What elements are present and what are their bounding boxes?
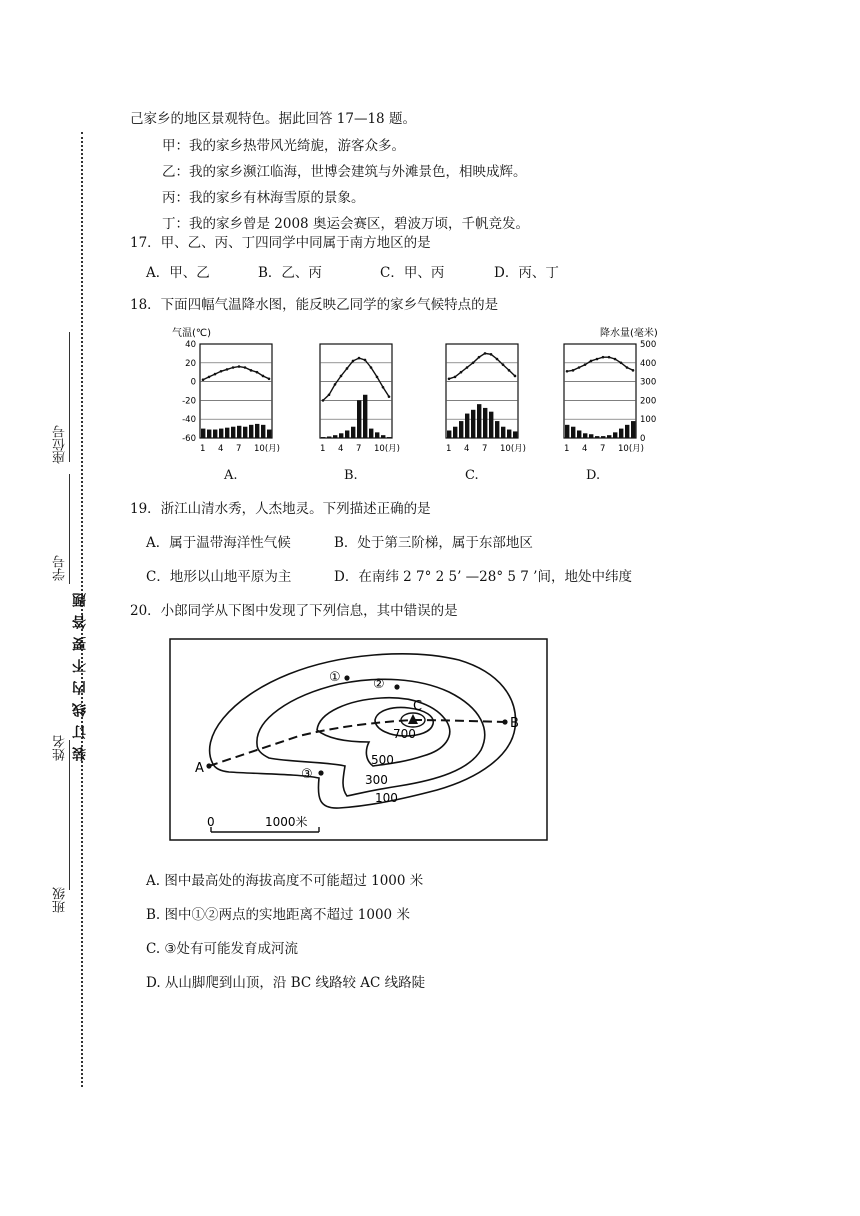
temperature-point <box>454 376 457 379</box>
precip-bar <box>339 433 343 438</box>
precip-bar <box>589 434 593 438</box>
temperature-point <box>214 373 217 376</box>
precip-bar <box>387 437 391 438</box>
student-no-underline <box>69 474 70 584</box>
precip-tick-label: 0 <box>640 434 646 444</box>
temperature-point <box>208 376 211 379</box>
label-3: ③ <box>301 767 313 782</box>
label-1: ① <box>329 670 341 685</box>
temperature-point <box>202 378 205 381</box>
precip-bar <box>333 435 337 438</box>
speaker-bing: 丙：我的家乡有林海雪原的景象。 <box>162 190 365 206</box>
precip-bar <box>625 425 629 438</box>
month-tick-label: 4 <box>218 444 224 454</box>
temperature-point <box>328 393 331 396</box>
point-3 <box>318 770 323 775</box>
temp-tick-label: -40 <box>182 415 196 426</box>
q19-option-a: A．属于温带海洋性气候 <box>146 535 291 551</box>
temperature-point <box>596 358 599 361</box>
precip-tick-label: 200 <box>640 396 657 407</box>
label-a: A <box>195 761 204 776</box>
speaker-yi: 乙：我的家乡濒江临海，世博会建筑与外滩景色，相映成辉。 <box>162 164 527 180</box>
temperature-point <box>376 376 379 379</box>
temperature-point <box>632 369 635 372</box>
point-b <box>502 719 507 724</box>
temp-tick-label: 40 <box>185 340 196 350</box>
temperature-point <box>590 360 593 363</box>
month-tick-label: 7 <box>600 444 606 454</box>
precip-tick-label: 300 <box>640 377 657 388</box>
class-label: 班级 <box>53 887 68 913</box>
temperature-point <box>370 366 373 369</box>
precip-bar <box>267 430 271 438</box>
precip-bar <box>243 427 247 438</box>
month-tick-label: 1 <box>200 444 206 454</box>
temperature-point <box>238 365 241 368</box>
precip-bar <box>261 425 265 438</box>
q19-option-b: B．处于第三阶梯，属于东部地区 <box>334 535 533 551</box>
temperature-point <box>334 383 337 386</box>
precip-bar <box>601 436 605 438</box>
temperature-point <box>514 375 517 378</box>
q18-stem: 18．下面四幅气温降水图，能反映乙同学的家乡气候特点的是 <box>130 297 499 313</box>
precip-bar <box>459 421 463 438</box>
temperature-point <box>490 353 493 356</box>
temperature-point <box>262 375 265 378</box>
binding-warning: 装订线内不要答题 <box>72 585 88 761</box>
contour-label-500: 500 <box>371 753 394 767</box>
precip-bar <box>255 424 259 438</box>
precip-bar <box>631 421 635 438</box>
precip-bar <box>565 425 569 438</box>
temperature-point <box>584 363 587 366</box>
label-c: C <box>413 699 423 714</box>
contour-label-100: 100 <box>375 791 398 805</box>
q19-option-d: D．在南纬 2 7° 2 5’ —28° 5 7 ’间，地处中纬度 <box>334 569 632 585</box>
q17-stem: 17．甲、乙、丙、丁四同学中同属于南方地区的是 <box>130 235 431 251</box>
month-tick-label: 4 <box>338 444 344 454</box>
precip-axis-title: 降水量(毫米) <box>600 328 658 339</box>
q19-option-c: C．地形以山地平原为主 <box>146 569 292 585</box>
temperature-point <box>322 399 325 402</box>
contour-label-300: 300 <box>365 773 388 787</box>
precip-bar <box>465 414 469 438</box>
temperature-point <box>614 358 617 361</box>
name-label: 姓名 <box>53 735 68 761</box>
contour-label-700: 700 <box>393 727 416 741</box>
intro-line: 己家乡的地区景观特色。据此回答 17—18 题。 <box>130 111 416 127</box>
temperature-point <box>460 371 463 374</box>
month-tick-label: 10(月) <box>618 444 644 454</box>
temperature-point <box>602 356 605 359</box>
scale-length: 1000米 <box>265 815 308 829</box>
temperature-point <box>382 386 385 389</box>
temperature-point <box>466 366 469 369</box>
q20-option-b: B. 图中①②两点的实地距离不超过 1000 米 <box>146 907 410 923</box>
month-tick-label: 1 <box>446 444 452 454</box>
temperature-point <box>250 369 253 372</box>
q20-option-a: A. 图中最高处的海拔高度不可能超过 1000 米 <box>146 873 424 889</box>
precip-bar <box>237 426 241 438</box>
precip-bar <box>381 435 385 438</box>
chart-label-d: D. <box>586 468 601 483</box>
climate-charts <box>0 322 860 472</box>
precip-bar <box>577 430 581 438</box>
q17-option-a: A．甲、乙 <box>146 265 210 281</box>
temperature-point <box>578 366 581 369</box>
chart-label-c: C. <box>465 468 479 483</box>
precip-bar <box>489 412 493 438</box>
label-b: B <box>510 716 519 731</box>
precip-tick-label: 100 <box>640 415 657 426</box>
temperature-point <box>608 356 611 359</box>
q20-stem: 20．小郎同学从下图中发现了下列信息，其中错误的是 <box>130 603 458 619</box>
precip-bar <box>447 430 451 438</box>
precip-bar <box>207 430 211 438</box>
temp-axis-title: 气温(℃) <box>172 328 212 339</box>
q17-option-d: D．丙、丁 <box>494 265 559 281</box>
precip-bar <box>225 428 229 438</box>
temperature-point <box>502 363 505 366</box>
month-tick-label: 7 <box>482 444 488 454</box>
contour-map <box>169 638 549 842</box>
temperature-point <box>364 359 367 362</box>
temp-tick-label: -60 <box>182 434 196 444</box>
precip-tick-label: 400 <box>640 358 657 369</box>
chart-label-b: B. <box>344 468 358 483</box>
temperature-point <box>388 395 391 398</box>
point-a <box>206 763 211 768</box>
point-2 <box>394 684 399 689</box>
precip-bar <box>201 429 205 438</box>
q19-stem: 19．浙江山清水秀，人杰地灵。下列描述正确的是 <box>130 501 431 517</box>
temp-tick-label: 0 <box>190 377 196 388</box>
precip-bar <box>219 429 223 438</box>
precip-bar <box>513 431 517 438</box>
temperature-point <box>478 356 481 359</box>
temperature-point <box>626 366 629 369</box>
month-tick-label: 10(月) <box>254 444 280 454</box>
q20-option-c: C. ③处有可能发育成河流 <box>146 941 299 957</box>
temperature-point <box>220 370 223 373</box>
label-2: ② <box>373 677 385 692</box>
temperature-point <box>484 352 487 355</box>
temperature-point <box>620 362 623 365</box>
temperature-point <box>472 362 475 365</box>
precip-bar <box>369 429 373 438</box>
precip-bar <box>321 437 325 438</box>
precip-bar <box>351 427 355 438</box>
climograph-frame <box>200 344 272 438</box>
map-frame <box>170 639 547 840</box>
precip-bar <box>327 436 331 438</box>
precip-bar <box>363 395 367 438</box>
climograph-frame <box>446 344 518 438</box>
precip-bar <box>495 421 499 438</box>
precip-bar <box>453 427 457 438</box>
precip-bar <box>571 427 575 438</box>
precip-bar <box>607 435 611 438</box>
precip-bar <box>213 430 217 438</box>
temp-tick-label: 20 <box>185 358 196 369</box>
precip-bar <box>583 433 587 438</box>
precip-bar <box>619 429 623 438</box>
precip-bar <box>483 408 487 438</box>
temperature-point <box>566 370 569 373</box>
month-tick-label: 4 <box>464 444 470 454</box>
month-tick-label: 10(月) <box>500 444 526 454</box>
precip-bar <box>613 432 617 438</box>
precip-bar <box>471 410 475 438</box>
temperature-point <box>448 377 451 380</box>
temperature-point <box>244 366 247 369</box>
precip-bar <box>595 436 599 438</box>
precip-tick-label: 500 <box>640 340 657 350</box>
precip-bar <box>345 430 349 438</box>
name-underline <box>69 740 70 890</box>
temperature-point <box>572 369 575 372</box>
seat-label: 座位号 <box>53 425 68 464</box>
month-tick-label: 7 <box>356 444 362 454</box>
q20-option-d: D. 从山脚爬到山顶，沿 BC 线路较 AC 线路陡 <box>146 975 426 991</box>
precip-bar <box>507 430 511 438</box>
temperature-point <box>340 375 343 378</box>
student-no-label: 学号 <box>53 555 68 581</box>
precip-bar <box>249 425 253 438</box>
temp-tick-label: -20 <box>182 396 196 407</box>
temperature-point <box>256 371 259 374</box>
speaker-jia: 甲：我的家乡热带风光绮旎，游客众多。 <box>162 138 405 154</box>
q17-option-b: B．乙、丙 <box>258 265 322 281</box>
temperature-point <box>346 367 349 370</box>
precip-bar <box>231 427 235 438</box>
q17-option-c: C．甲、丙 <box>380 265 445 281</box>
temperature-point <box>352 360 355 363</box>
precip-bar <box>357 400 361 438</box>
month-tick-label: 1 <box>320 444 326 454</box>
month-tick-label: 4 <box>582 444 588 454</box>
temperature-point <box>496 358 499 361</box>
temperature-point <box>232 366 235 369</box>
temperature-point <box>226 368 229 371</box>
month-tick-label: 10(月) <box>374 444 400 454</box>
precip-bar <box>501 427 505 438</box>
speaker-ding: 丁：我的家乡曾是 2008 奥运会赛区，碧波万顷，千帆竞发。 <box>162 216 529 232</box>
scale-zero: 0 <box>207 815 215 829</box>
temperature-point <box>358 357 361 360</box>
month-tick-label: 7 <box>236 444 242 454</box>
point-1 <box>344 675 349 680</box>
precip-bar <box>375 432 379 438</box>
precip-bar <box>477 404 481 438</box>
chart-label-a: A. <box>224 468 238 483</box>
temperature-point <box>268 377 271 380</box>
temperature-point <box>508 369 511 372</box>
month-tick-label: 1 <box>564 444 570 454</box>
